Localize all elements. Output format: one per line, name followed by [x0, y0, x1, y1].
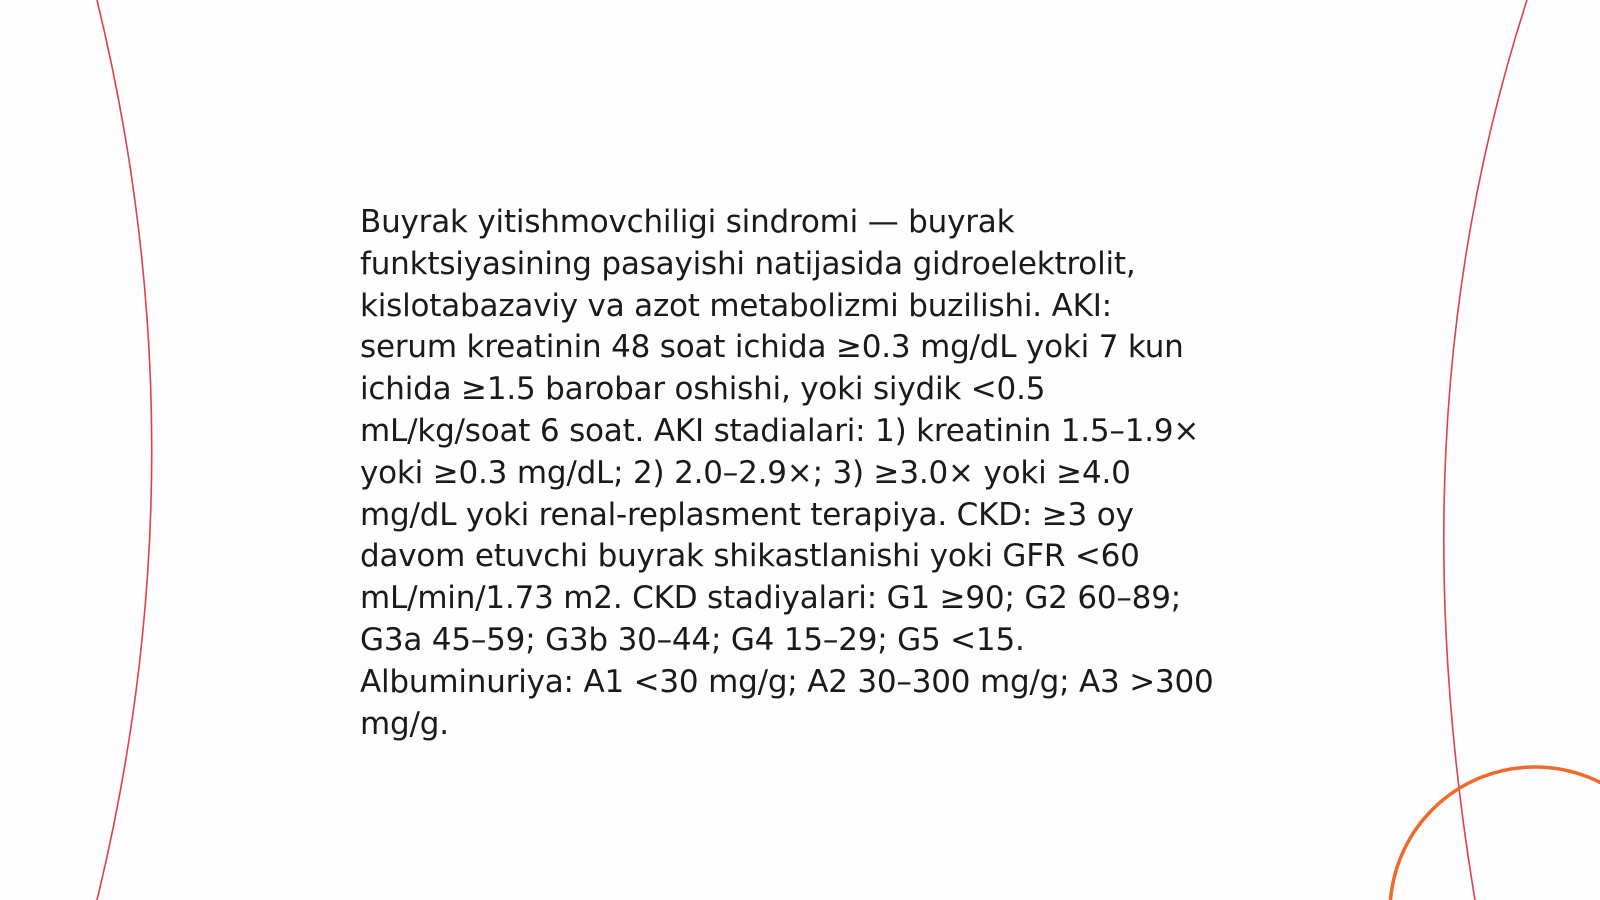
right-arc-line — [1444, 0, 1527, 900]
text-line: yoki ≥0.3 mg/dL; 2) 2.0–2.9×; 3) ≥3.0× yoki ≥4.0 — [360, 454, 1131, 491]
text-line: G3a 45–59; G3b 30–44; G4 15–29; G5 <15. — [360, 621, 1025, 658]
text-line: ichida ≥1.5 barobar oshishi, yoki siydik <0.5 — [360, 371, 1046, 408]
text-line: davom etuvchi buyrak shikastlanishi yoki GFR <60 — [360, 538, 1140, 575]
text-line: kislotabazaviy va azot metabolizmi buzilishi. AKI: — [360, 287, 1112, 324]
text-line: mL/kg/soat 6 soat. AKI stadialari: 1) kreatinin 1.5–1.9× — [360, 412, 1200, 449]
slide-body-text — [360, 202, 1260, 745]
text-line: mg/dL yoki renal-replasment terapiya. CKD: ≥3 oy — [360, 496, 1134, 533]
text-line: Buyrak yitishmovchiligi sindromi — buyrak — [360, 204, 1015, 240]
text-line: mL/min/1.73 m2. CKD stadiyalari: G1 ≥90; G2 60–89; — [360, 580, 1181, 617]
text-line: funktsiyasining pasayishi natijasida gidroelektrolit, — [360, 245, 1136, 282]
orange-circle-outline — [1390, 767, 1600, 900]
text-line: serum kreatinin 48 soat ichida ≥0.3 mg/dL yoki 7 kun — [360, 329, 1184, 366]
text-line: Albuminuriya: A1 <30 mg/g; A2 30–300 mg/g; A3 >300 — [360, 663, 1214, 700]
text-line: mg/g. — [360, 705, 449, 742]
left-arc-line — [97, 0, 152, 900]
